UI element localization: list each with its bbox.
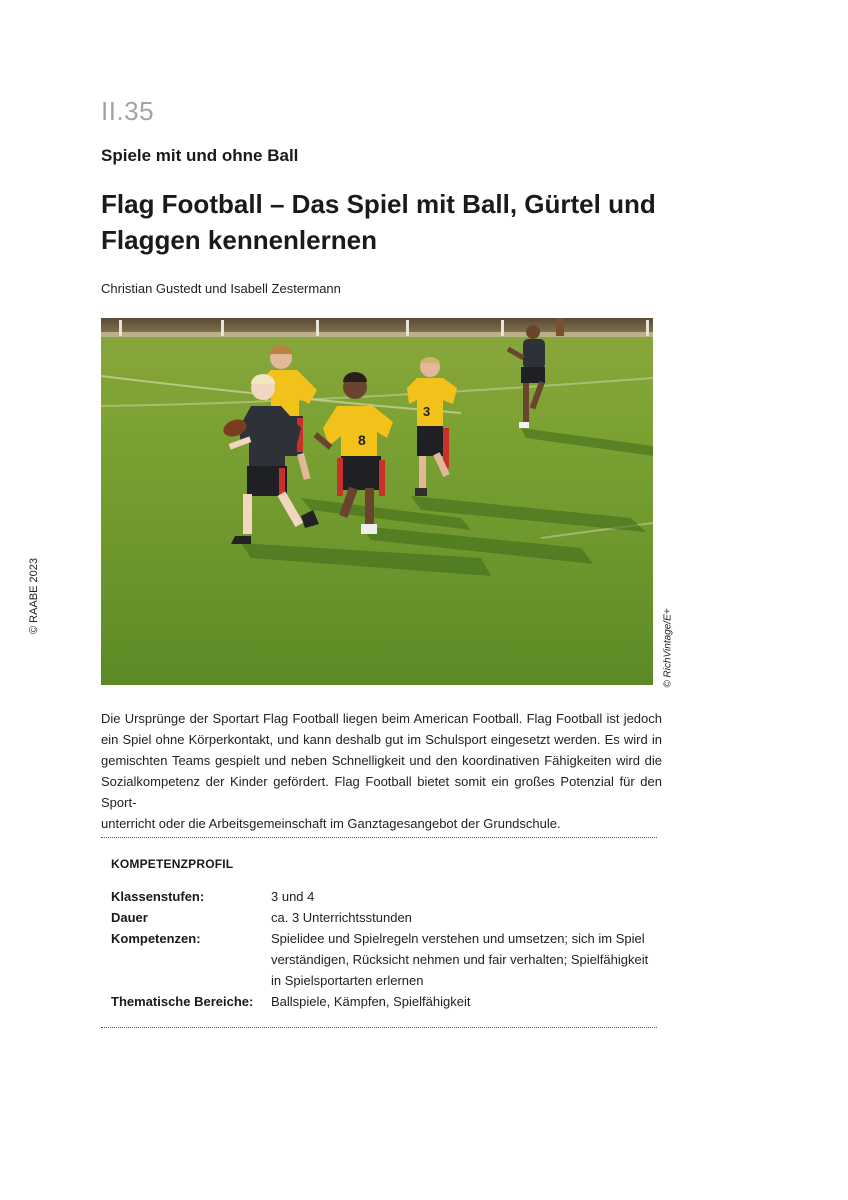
profile-value-line: in Spielsportarten erlernen bbox=[271, 973, 424, 988]
intro-line: gemischten Teams gespielt und neben Schnelligkeit und den koordinativen Fähigkeiten wird die bbox=[101, 753, 662, 768]
profile-row-topics bbox=[111, 991, 657, 1012]
profile-label: Dauer bbox=[111, 910, 148, 925]
profile-value-line: verständigen, Rücksicht nehmen und fair verhalten; Spielfähigkeit bbox=[271, 952, 649, 967]
profile-label: Kompetenzen: bbox=[111, 931, 201, 946]
jersey-number: 3 bbox=[423, 404, 431, 419]
flag-football-photo bbox=[101, 318, 653, 685]
page-title bbox=[101, 186, 661, 258]
photo-credit: © RichVintage/E+ bbox=[662, 608, 674, 688]
profile-label: Klassenstufen: bbox=[111, 889, 205, 904]
title-line: Flaggen kennenlernen bbox=[101, 225, 377, 255]
title-line: Flag Football – Das Spiel mit Ball, Gürtel und bbox=[101, 189, 656, 219]
profile-row-grade bbox=[111, 886, 657, 907]
profile-value: ca. 3 Unterrichtsstunden bbox=[271, 910, 412, 925]
series-title: Spiele mit und ohne Ball bbox=[101, 146, 299, 165]
intro-line: unterricht oder die Arbeitsgemeinschaft im Ganztagesangebot der Grundschule. bbox=[101, 816, 561, 831]
profile-label: Thematische Bereiche: bbox=[111, 994, 254, 1009]
intro-line: ein Spiel ohne Körperkontakt, und kann deshalb gut im Schulsport eingesetzt werden. Es wird in bbox=[101, 732, 662, 747]
profile-value-line: Spielidee und Spielregeln verstehen und umsetzen; sich im Spiel bbox=[271, 931, 645, 946]
hero-photo bbox=[101, 318, 653, 685]
profile-row-competencies bbox=[111, 928, 657, 991]
profile-heading: KOMPETENZPROFIL bbox=[111, 857, 234, 871]
jersey-number: 8 bbox=[358, 432, 366, 448]
profile-row-duration bbox=[111, 907, 657, 928]
intro-paragraph bbox=[101, 708, 662, 834]
profile-value bbox=[271, 928, 657, 991]
copyright-notice: © RAABE 2023 bbox=[28, 558, 40, 634]
intro-line: Die Ursprünge der Sportart Flag Football liegen beim American Football. Flag Football ist jedoch bbox=[101, 711, 662, 726]
profile-value: 3 und 4 bbox=[271, 889, 315, 904]
intro-line: Sozialkompetenz der Kinder gefördert. Flag Football bietet somit ein großes Potenzial für den Sport- bbox=[101, 774, 662, 810]
authors: Christian Gustedt und Isabell Zestermann bbox=[101, 281, 341, 296]
profile-value: Ballspiele, Kämpfen, Spielfähigkeit bbox=[271, 994, 471, 1009]
divider-top bbox=[101, 837, 657, 838]
divider-bottom bbox=[101, 1027, 657, 1028]
section-number: II.35 bbox=[101, 96, 155, 126]
